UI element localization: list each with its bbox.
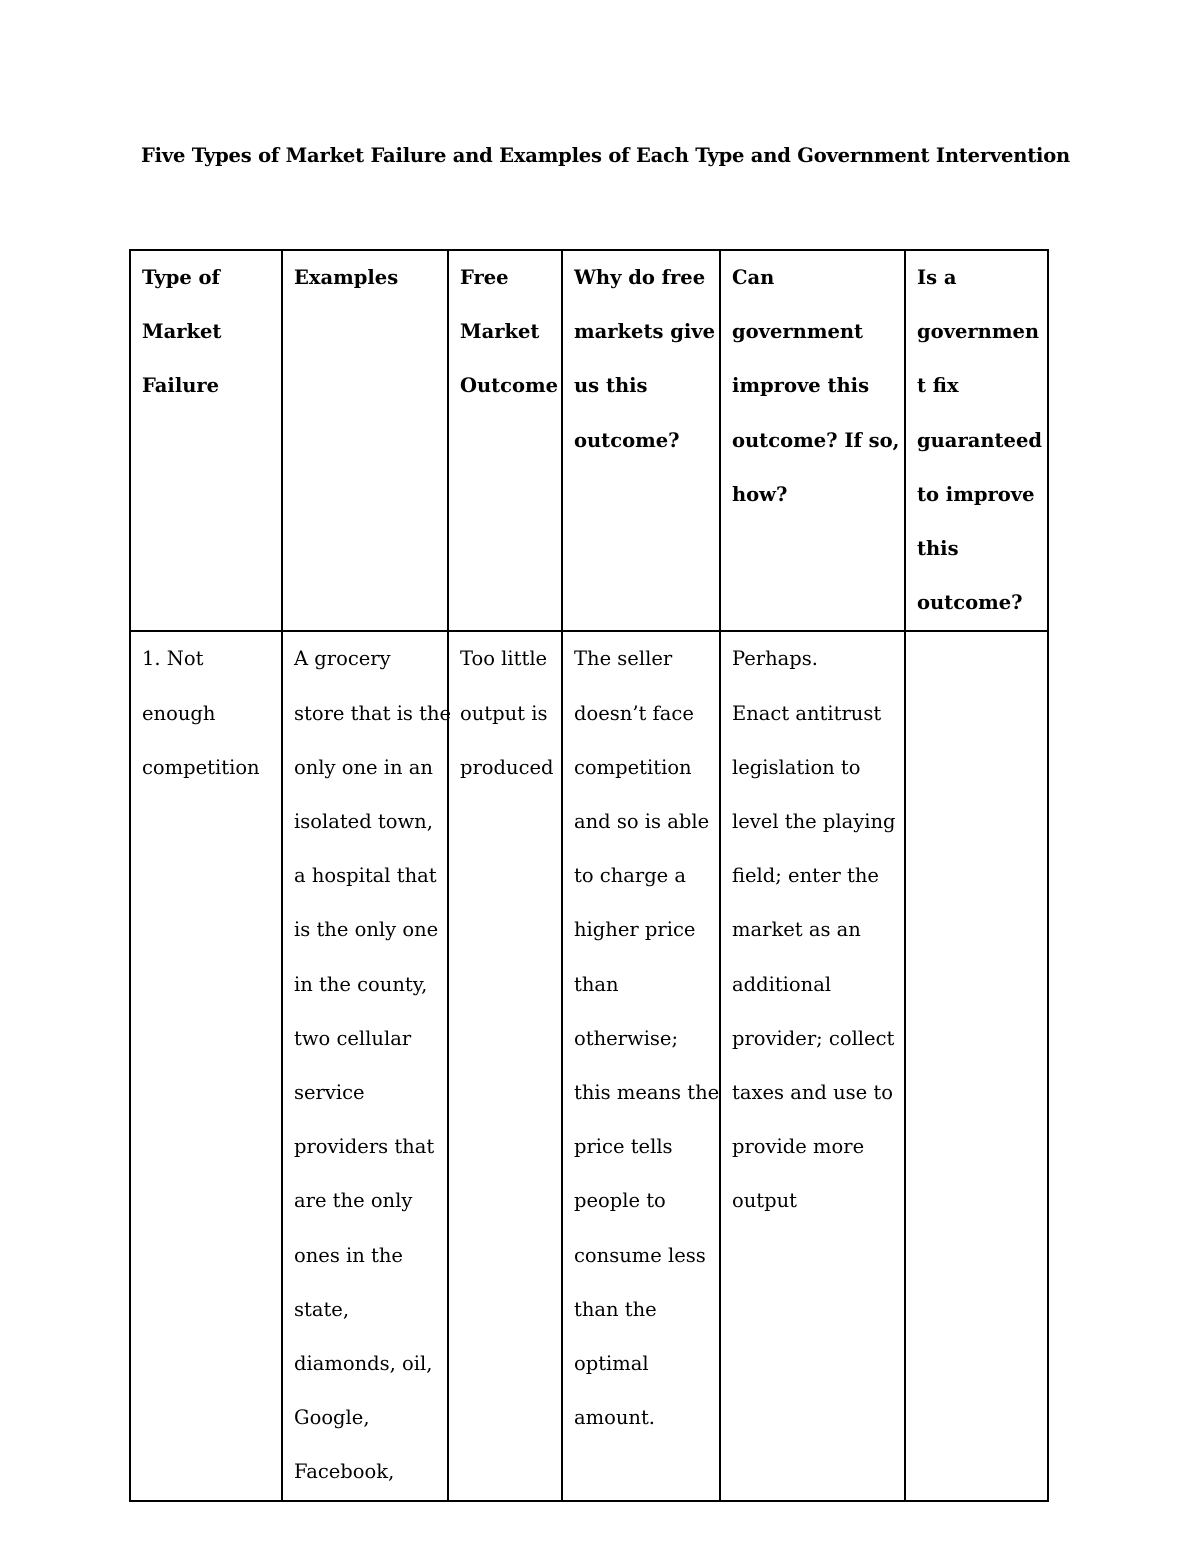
cell-text-line: Perhaps. <box>732 647 818 671</box>
cell-text-line: state, <box>294 1297 350 1321</box>
header-text-line: us this <box>574 374 648 398</box>
cell-text-line: store that is the <box>294 701 452 725</box>
header-text-line: Why do free <box>574 266 706 289</box>
cell-text-line: in the county, <box>294 972 428 996</box>
cell-why <box>562 631 720 1500</box>
page-title: Five Types of Market Failure and Examples of Each Type and Government Intervention <box>141 144 1071 167</box>
cell-text-line: field; enter the <box>732 864 879 888</box>
header-free-market-outcome <box>448 250 562 631</box>
cell-text-line: doesn’t face <box>574 701 694 725</box>
cell-text-line: to charge a <box>574 864 687 888</box>
cell-text-line: legislation to <box>732 755 861 779</box>
cell-text-line: diamonds, oil, <box>294 1352 433 1376</box>
cell-text-line: isolated town, <box>294 810 433 834</box>
cell-text-line: optimal <box>574 1352 649 1376</box>
header-text-line: improve this <box>732 374 870 398</box>
cell-text-line: amount. <box>574 1406 656 1430</box>
header-text-line: Free <box>460 266 509 289</box>
cell-text-line: Too little <box>460 647 548 671</box>
cell-text-line: produced <box>460 755 554 779</box>
cell-text-line: people to <box>574 1189 666 1213</box>
header-text-line: outcome? If so, <box>732 428 900 452</box>
cell-text-line: enough <box>142 701 216 725</box>
cell-text-line: Facebook, <box>294 1460 395 1484</box>
header-text-line: government <box>732 320 864 344</box>
cell-text-line: consume less <box>574 1243 706 1267</box>
cell-government-improve <box>720 631 905 1500</box>
header-text-line: Market <box>142 320 222 344</box>
cell-text-line: higher price <box>574 918 696 942</box>
cell-text-line: this means the <box>574 1081 720 1105</box>
header-text-line: markets give <box>574 320 716 344</box>
header-is-government-fix-guaranteed <box>905 250 1048 631</box>
header-type-of-market-failure <box>130 250 282 631</box>
header-text-line: t fix <box>917 374 959 398</box>
cell-text-line: provide more <box>732 1135 865 1159</box>
cell-text-line: only one in an <box>294 755 433 779</box>
cell-text-line: service <box>294 1081 365 1105</box>
header-text-line: Examples <box>294 266 399 289</box>
header-text-line: Failure <box>142 374 220 398</box>
cell-text-line: output <box>732 1189 798 1213</box>
cell-text-line: Enact antitrust <box>732 701 882 725</box>
cell-text-line: 1. Not <box>142 647 204 671</box>
cell-text-line: ones in the <box>294 1243 403 1267</box>
header-text-line: how? <box>732 482 788 506</box>
cell-text-line: two cellular <box>294 1026 412 1050</box>
header-text-line: to improve <box>917 482 1035 506</box>
header-text-line: outcome? <box>574 428 680 452</box>
cell-text-line: than <box>574 972 619 996</box>
cell-text-line: market as an <box>732 918 861 942</box>
cell-text-line: output is <box>460 701 548 725</box>
cell-text-line: A grocery <box>294 647 391 671</box>
cell-text-line: level the playing <box>732 810 896 834</box>
cell-fix-guaranteed <box>905 631 1048 1500</box>
cell-text-line: than the <box>574 1297 657 1321</box>
header-text-line: Is a <box>917 266 957 289</box>
cell-text-line: taxes and use to <box>732 1081 893 1105</box>
header-text-line: Type of <box>142 266 220 289</box>
cell-text-line: providers that <box>294 1135 435 1159</box>
cell-text-line: additional <box>732 972 832 996</box>
cell-text-line: The seller <box>574 647 673 671</box>
header-examples <box>282 250 448 631</box>
cell-text-line: competition <box>142 755 260 779</box>
header-text-line: outcome? <box>917 591 1023 615</box>
header-text-line: Market <box>460 320 540 344</box>
header-text-line: Outcome <box>460 374 559 398</box>
header-text-line: guaranteed <box>917 428 1042 452</box>
cell-text-line: and so is able <box>574 810 710 834</box>
cell-text-line: is the only one <box>294 918 439 942</box>
market-failure-table <box>129 249 1049 1502</box>
header-text-line: this <box>917 537 959 561</box>
header-why-free-markets <box>562 250 720 631</box>
cell-text-line: Google, <box>294 1406 370 1430</box>
header-can-government-improve <box>720 250 905 631</box>
cell-examples <box>282 631 452 1500</box>
header-text-line: Can <box>732 266 775 289</box>
cell-text-line: provider; collect <box>732 1026 895 1050</box>
cell-text-line: are the only <box>294 1189 413 1213</box>
table-row <box>130 631 1048 1500</box>
cell-text-line: competition <box>574 755 692 779</box>
cell-type <box>130 631 282 1500</box>
cell-free-market-outcome <box>448 631 562 1500</box>
header-text-line: governmen <box>917 320 1040 344</box>
cell-text-line: a hospital that <box>294 864 437 888</box>
table-header-row <box>130 250 1048 631</box>
cell-text-line: price tells <box>574 1135 673 1159</box>
cell-text-line: otherwise; <box>574 1026 679 1050</box>
